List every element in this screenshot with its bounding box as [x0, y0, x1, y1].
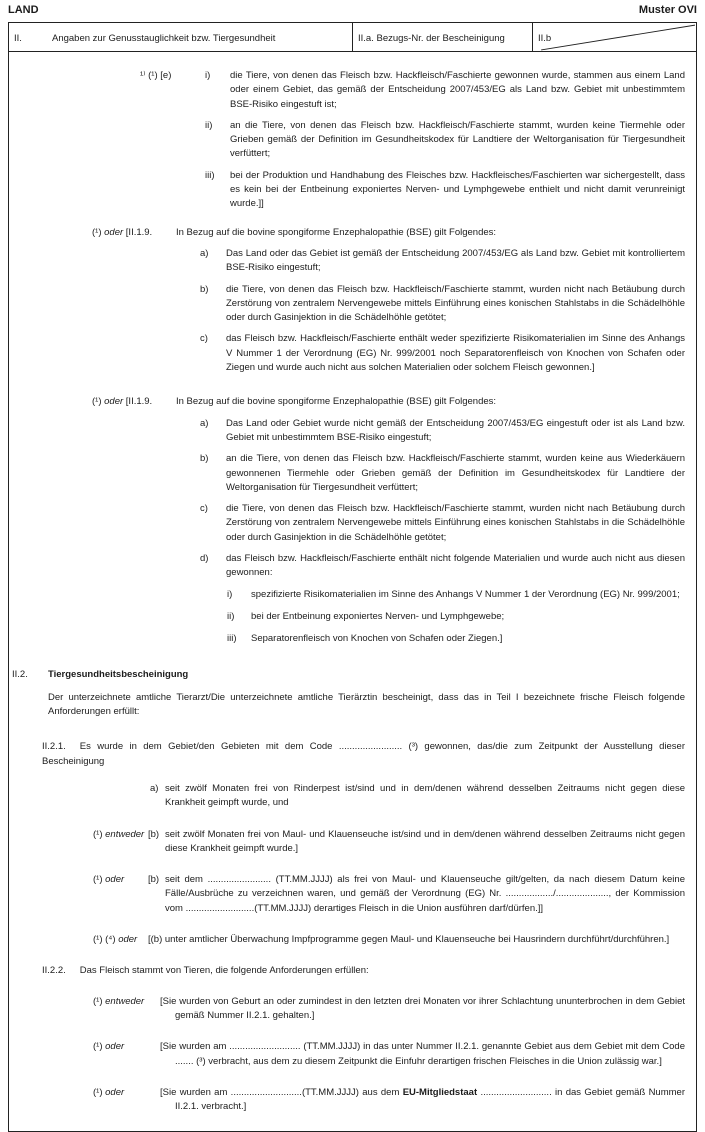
clause-item: [200, 332, 685, 375]
clause-subitem-text: bei der Entbeinung exponiertes Nerven- und Lymphgewebe;: [251, 610, 505, 622]
clause-item: [205, 169, 685, 212]
country-label: LAND: [8, 4, 39, 16]
footnote-marker: (¹): [93, 1041, 103, 1053]
clause-item-number: a): [150, 782, 159, 794]
footnote-marker: (¹): [93, 1086, 103, 1098]
clause-marker: [92, 226, 176, 383]
clause-item-a: [150, 782, 685, 811]
reference-number-label: II.a. Bezugs-Nr. der Bescheinigung: [358, 33, 505, 44]
footnote-marker: (¹): [92, 226, 102, 238]
option-text: [Sie wurden von Geburt an oder zumindest in den letzten drei Monaten vor ihrer Schlachtung ununterbrochen in dem Gebiet gemäß Nummer II.2.1. gehalten.]: [160, 995, 685, 1021]
conjunction-label: oder: [105, 874, 125, 886]
clause-item: [205, 119, 685, 162]
option-entweder-b: [93, 828, 685, 857]
clause-item-number: c): [200, 503, 208, 515]
section-2-2-number: II.2.2.: [42, 965, 66, 977]
option-marker: [93, 1086, 160, 1115]
option-marker: [93, 933, 148, 947]
conjunction-label: entweder: [105, 828, 145, 840]
clause-item: [205, 69, 685, 112]
clause-item: [200, 452, 685, 495]
option-bracket: [b): [148, 828, 160, 840]
certificate-table: [8, 22, 697, 1132]
certificate-body: [9, 52, 696, 1114]
clause-subitem-number: iii): [227, 633, 237, 645]
clause-item: [200, 552, 685, 581]
clause-subitem-text: Separatorenfleisch von Knochen von Schafen oder Ziegen.]: [251, 633, 503, 645]
clause-subitem: [227, 632, 685, 646]
clause-item-text: bei der Produktion und Handhabung des Fleisches bzw. Hackfleisches/Faschierten war sichergestellt, dass es kein bei der Entbeinung exponiertes Nerven- und Lymphgewebe enthielt und nicht damit verunreinigt wurde.]]: [230, 169, 685, 210]
clause-intro: In Bezug auf die bovine spongiforme Enzephalopathie (BSE) gilt Folgendes:: [176, 396, 497, 408]
option-text: [Sie wurden am ........................... (TT.MM.JJJJ) in das unter Nummer II.2.1. genannte Gebiet aus dem Gebiet mit dem Code ....... (³) verbracht, aus dem zu diesem Zeitpunkt die Einfuhr derartigen frischen Fleisches in die Union zulässig war.]: [160, 1041, 685, 1067]
clause-item-text: das Fleisch bzw. Hackfleisch/Faschierte enthält nicht folgende Materialien und wurde auch nicht aus diesen gewonnen:: [226, 553, 685, 579]
option-marker: [93, 995, 160, 1024]
clause-item-number: a): [200, 247, 209, 259]
footnote-marker: (¹) (⁴): [93, 934, 116, 946]
diagonal-line-icon: [533, 23, 696, 51]
clause-item: [200, 247, 685, 276]
option-text-bold: EU-Mitgliedstaat: [402, 1086, 478, 1098]
footnote-marker: (¹): [93, 828, 103, 840]
section-2-intro: Der unterzeichnete amtliche Tierarzt/Die unterzeichnete amtliche Tierärztin bescheinigt, dass das in Teil I bezeichnete frische Fleisch folgende Anforderungen erfüllt:: [48, 691, 685, 718]
header-cell-iib: [533, 23, 696, 51]
clause-item-number: d): [200, 553, 209, 565]
option-oder-origin-2: [93, 1086, 685, 1115]
clause-subitem: [227, 610, 685, 624]
clause-subitem-text: spezifizierte Risikomaterialien im Sinne des Anhangs V Nummer 1 der Verordnung (EG) Nr. 999/2001;: [251, 588, 680, 600]
header-cell-section: [9, 23, 352, 51]
clause-block-e: [140, 69, 685, 212]
clause-item-number: c): [200, 333, 208, 345]
model-label: Muster OVI: [638, 4, 697, 16]
conjunction-label: oder: [104, 396, 124, 408]
header-cell-reference: [352, 23, 533, 51]
footnote-marker: (¹): [93, 874, 103, 886]
section-2-2-paragraph: [42, 964, 685, 978]
iib-label: II.b: [538, 33, 552, 44]
clause-item-number: ii): [205, 119, 213, 131]
section-2-1-paragraph: [42, 740, 685, 769]
option-text-post: ........................... in das Gebiet gemäß Nummer II.2.1. verbracht.]: [175, 1086, 685, 1113]
clause-item: [200, 502, 685, 545]
certificate-header-row: [9, 23, 696, 52]
option-text: seit zwölf Monaten frei von Maul- und Klauenseuche ist/sind und in dem/denen während desselben Zeitraums nicht gegen diese Krankheit geimpft wurde.]: [165, 828, 685, 854]
option-oder-4: [93, 933, 685, 947]
clause-subitem-number: i): [227, 588, 233, 600]
clause-item-text: Das Land oder Gebiet wurde nicht gemäß der Entscheidung 2007/453/EG eingestuft oder ist als Land bzw. Gebiet mit unbestimmtem BSE-Risiko eingestuft;: [226, 417, 685, 443]
option-entweder-origin: [93, 995, 685, 1024]
footnote-marker: (¹): [93, 995, 103, 1007]
option-text: seit dem ........................ (TT.MM.JJJJ) als frei von Maul- und Klauenseuche gilt/gelten, da nach diesem Datum keine Fälle/Ausbrüche zu verzeichnen waren, und gemäß der Verordnung (EG) Nr. ................../...................., der Kommission vom ..........................(TT.MM.JJJJ) derartiges Fleisch in die Union ausführen darf/dürfen.]]: [165, 874, 685, 914]
section-2-2-text: Das Fleisch stammt von Tieren, die folgende Anforderungen erfüllen:: [79, 965, 369, 977]
clause-subitem: [227, 588, 685, 602]
option-marker: [93, 873, 148, 916]
clause-item-number: b): [200, 283, 209, 295]
clause-block-bse-2: [92, 395, 685, 654]
clause-reference: [II.1.9.: [125, 396, 153, 408]
section-2-heading: [12, 668, 685, 682]
footnote-marker: (¹): [92, 396, 102, 408]
conjunction-label: entweder: [105, 995, 145, 1007]
clause-item-text: das Fleisch bzw. Hackfleisch/Faschierte enthält weder spezifizierte Risikomaterialien im Sinne des Anhangs V Nummer 1 der Verordnung (EG) Nr. 999/2001 noch Separatorenfleisch von Knochen von Schafen oder Ziegen und wurde auch nicht aus solchen Materialien oder solchem Fleisch gewonnen.]: [226, 333, 685, 374]
option-bracket: [b): [148, 874, 160, 886]
clause-item-text: die Tiere, von denen das Fleisch bzw. Hackfleisch/Faschierte stammt, wurden nicht nach Betäubung durch Zerstörung von zentralem Nervengewebe mittels Einführung eines konischen Stahlstabs in die Schädelhöhle oder durch Gasinjektion in die Schädelhöhle getötet;: [226, 283, 685, 324]
section-2-1-text: Es wurde in dem Gebiet/den Gebieten mit dem Code ........................ (³) gewonnen, das/die zum Zeitpunkt der Ausstellung dieser Bescheinigung: [42, 741, 685, 767]
clause-item-text: die Tiere, von denen das Fleisch bzw. Hackfleisch/Faschierte stammt, wurden nicht nach Betäubung durch Zerstörung von zentralem Nervengewebe mittels Einführung eines konischen Stahlstabs in die Schädelhöhle oder durch Gasinjektion in die Schädelhöhle getötet;: [226, 503, 685, 543]
conjunction-label: oder: [105, 1086, 125, 1098]
section-2-number: II.2.: [12, 668, 28, 680]
clause-subitem-number: ii): [227, 610, 235, 622]
clause-intro: In Bezug auf die bovine spongiforme Enzephalopathie (BSE) gilt Folgendes:: [176, 226, 497, 238]
clause-item-text: seit zwölf Monaten frei von Rinderpest ist/sind und in dem/denen während desselben Zeitraums nicht gegen diese Krankheit geimpft wurde, und: [165, 782, 685, 809]
clause-marker: ¹⁾ (¹) [e): [140, 70, 172, 81]
clause-item-text: die Tiere, von denen das Fleisch bzw. Hackfleisch/Faschierte gewonnen wurde, stammen aus einem Land oder einem Gebiet, das gemäß der Entscheidung 2007/453/EG als Land bzw. Gebiet mit unbestimmtem BSE-Risiko eingestuft ist;: [230, 70, 685, 110]
option-marker: [93, 828, 148, 857]
page-topbar: [8, 4, 697, 17]
clause-item-text: Das Land oder das Gebiet ist gemäß der Entscheidung 2007/453/EG als Land bzw. Gebiet mit kontrolliertem BSE-Risiko eingestuft;: [226, 247, 685, 274]
option-text: [160, 1086, 685, 1115]
conjunction-label: oder: [105, 1041, 125, 1053]
conjunction-label: oder: [104, 226, 124, 238]
option-marker: [93, 1040, 160, 1069]
clause-item-text: an die Tiere, von denen das Fleisch bzw. Hackfleisch/Faschierte stammt, wurden keine Tiermehle oder Grieben gemäß der Definition im Gesundheitskodex für Landtiere der Weltorganisation für Tiergesundheit verfüttert;: [230, 119, 685, 160]
option-text-pre: [Sie wurden am ...........................(TT.MM.JJJJ) aus dem: [160, 1086, 403, 1098]
option-text: [(b) unter amtlicher Überwachung Impfprogramme gegen Maul- und Klauenseuche bei Hausrindern durchführt/durchführen.]: [148, 934, 670, 946]
section-number: II.: [14, 33, 22, 44]
option-oder-origin-1: [93, 1040, 685, 1069]
clause-item-number: b): [200, 453, 209, 465]
clause-reference: [II.1.9.: [125, 226, 153, 238]
clause-item: [200, 283, 685, 326]
section-2-1-number: II.2.1.: [42, 741, 66, 753]
clause-content: [176, 395, 685, 654]
section-2-title: Tiergesundheitsbescheinigung: [48, 668, 189, 680]
conjunction-label: oder: [118, 934, 138, 946]
clause-items: [205, 69, 685, 212]
clause-block-bse-1: [92, 226, 685, 383]
clause-content: [176, 226, 685, 383]
clause-item: [200, 417, 685, 446]
clause-item-number: a): [200, 417, 209, 429]
clause-item-number: i): [205, 70, 211, 81]
clause-item-text: an die Tiere, von denen das Fleisch bzw. Hackfleisch/Faschierte stammt, wurden keine aus Wiederkäuern gewonnenen Tiermehle oder Grieben gemäß der Definition im Gesundheitskodex für Landtiere der Weltorganisation für Tiergesundheit verfüttert;: [226, 453, 685, 493]
clause-item-number: iii): [205, 169, 215, 181]
clause-marker: [92, 395, 176, 654]
section-title: Angaben zur Genusstauglichkeit bzw. Tiergesundheit: [52, 33, 276, 44]
option-oder-b: [93, 873, 685, 916]
